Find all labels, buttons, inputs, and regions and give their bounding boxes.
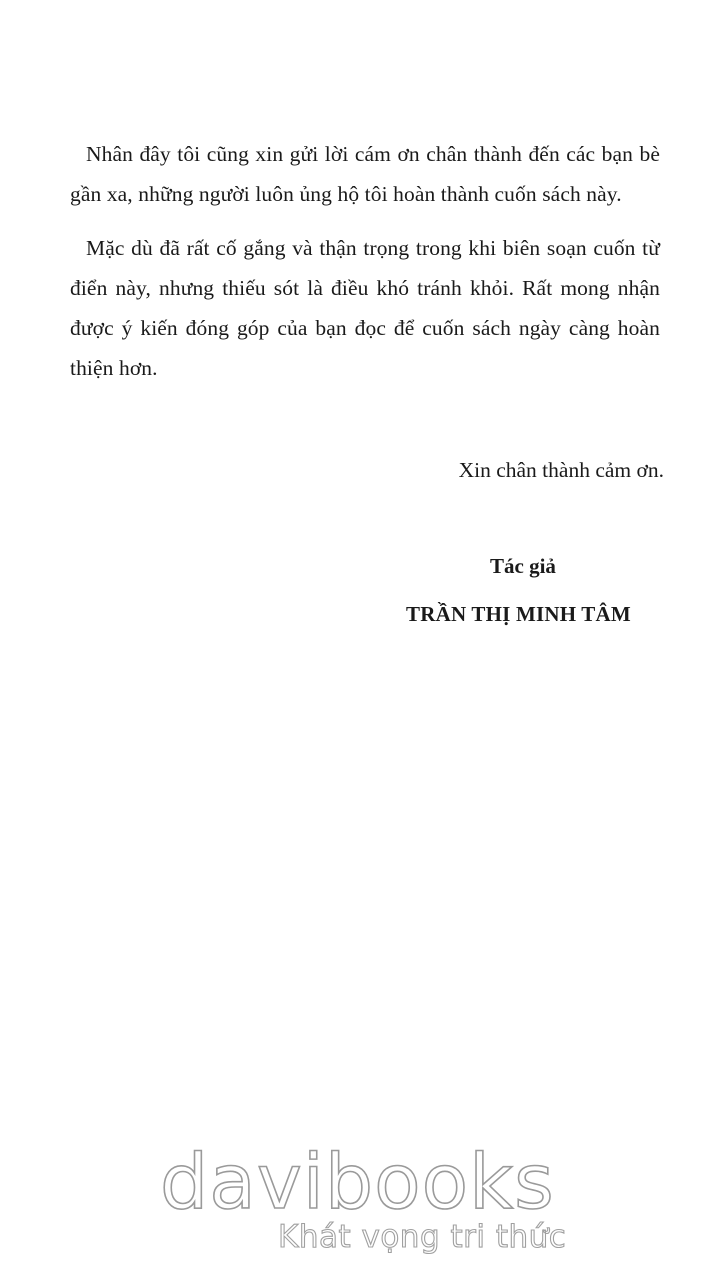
closing-line: Xin chân thành cảm ơn. <box>458 458 664 482</box>
author-name: TRẦN THỊ MINH TÂM <box>406 602 631 626</box>
paragraph-thanks: Nhân đây tôi cũng xin gửi lời cám ơn chân thành đến các bạn bè gần xa, những người luôn ủng hộ tôi hoàn thành cuốn sách này. <box>70 142 660 206</box>
watermark <box>0 1125 720 1264</box>
paragraph-apology: Mặc dù đã rất cố gắng và thận trọng trong khi biên soạn cuốn từ điển này, nhưng thiếu sót là điều khó tránh khỏi. Rất mong nhận được ý kiến đóng góp của bạn đọc để cuốn sách ngày càng hoàn thiện hơn. <box>70 236 660 380</box>
watermark-brand: davibooks <box>160 1137 555 1226</box>
body-text <box>70 134 660 402</box>
author-role: Tác giả <box>490 554 556 578</box>
watermark-tagline: Khát vọng tri thức <box>278 1219 567 1255</box>
